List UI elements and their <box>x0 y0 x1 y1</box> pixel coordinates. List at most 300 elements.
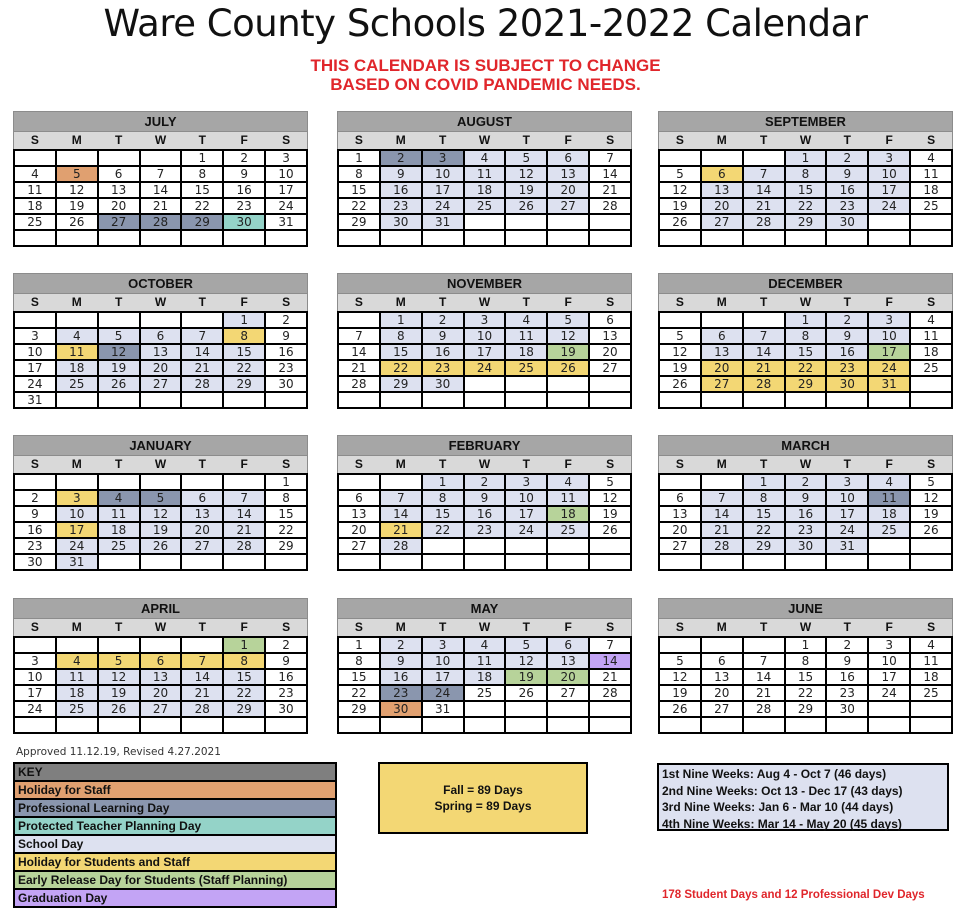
empty-cell <box>338 230 380 246</box>
day-cell: 31 <box>14 392 56 408</box>
empty-cell <box>14 150 56 166</box>
week-row <box>14 685 307 701</box>
day-cell: 25 <box>98 538 140 554</box>
weekday-label: T <box>198 457 207 471</box>
empty-cell <box>98 312 140 328</box>
week-row <box>338 474 631 490</box>
empty-cell <box>659 150 701 166</box>
empty-cell <box>338 312 380 328</box>
day-cell: 25 <box>464 198 506 214</box>
day-cell: 3 <box>868 150 910 166</box>
day-cell: 22 <box>265 522 307 538</box>
day-cell: 22 <box>422 522 464 538</box>
day-cell: 10 <box>14 669 56 685</box>
day-cell: 29 <box>785 214 827 230</box>
day-cell: 13 <box>181 506 223 522</box>
day-cell: 29 <box>223 701 265 717</box>
day-cell: 25 <box>868 522 910 538</box>
empty-cell <box>826 554 868 570</box>
empty-cell <box>422 717 464 733</box>
day-cell: 24 <box>868 198 910 214</box>
month-day-grid <box>658 149 953 247</box>
legend-key <box>13 762 337 908</box>
empty-cell <box>785 554 827 570</box>
weekday-label: S <box>675 133 684 147</box>
day-cell: 5 <box>505 150 547 166</box>
day-cell: 19 <box>659 198 701 214</box>
day-cell: 25 <box>505 360 547 376</box>
empty-cell <box>547 554 589 570</box>
day-cell: 12 <box>505 166 547 182</box>
day-cell: 4 <box>98 490 140 506</box>
week-row <box>14 637 307 653</box>
day-cell: 12 <box>505 653 547 669</box>
weekday-label: S <box>354 457 363 471</box>
day-cell: 31 <box>422 214 464 230</box>
day-cell: 7 <box>140 166 182 182</box>
day-cell: 12 <box>659 669 701 685</box>
day-cell: 6 <box>338 490 380 506</box>
day-cell: 21 <box>743 685 785 701</box>
day-cell: 2 <box>785 474 827 490</box>
day-cell: 21 <box>181 685 223 701</box>
day-cell: 12 <box>140 506 182 522</box>
day-cell: 4 <box>868 474 910 490</box>
day-cell: 23 <box>380 198 422 214</box>
day-cell: 7 <box>181 653 223 669</box>
empty-cell <box>140 637 182 653</box>
day-cell: 10 <box>265 166 307 182</box>
empty-cell <box>56 717 98 733</box>
day-cell: 6 <box>547 637 589 653</box>
empty-cell <box>701 392 743 408</box>
day-cell: 6 <box>701 328 743 344</box>
empty-cell <box>14 230 56 246</box>
weekday-label: S <box>606 457 615 471</box>
approval-note: Approved 11.12.19, Revised 4.27.2021 <box>16 746 221 758</box>
month-april <box>13 598 308 734</box>
empty-cell <box>464 701 506 717</box>
day-cell: 2 <box>826 312 868 328</box>
day-cell: 17 <box>56 522 98 538</box>
empty-cell <box>223 554 265 570</box>
day-cell: 24 <box>868 360 910 376</box>
weekday-label: W <box>799 620 812 634</box>
day-cell: 20 <box>140 685 182 701</box>
day-cell: 29 <box>223 376 265 392</box>
day-cell: 2 <box>265 312 307 328</box>
day-cell: 1 <box>380 312 422 328</box>
day-cell: 26 <box>98 376 140 392</box>
covid-notice <box>0 56 971 94</box>
week-row <box>14 328 307 344</box>
weekday-label: T <box>438 133 447 147</box>
day-cell: 3 <box>56 490 98 506</box>
day-cell: 11 <box>868 490 910 506</box>
day-cell: 14 <box>338 344 380 360</box>
empty-cell <box>659 392 701 408</box>
day-cell: 14 <box>140 182 182 198</box>
day-cell: 3 <box>868 637 910 653</box>
day-cell: 9 <box>380 653 422 669</box>
day-cell: 12 <box>547 328 589 344</box>
fall-days: Fall = 89 Days <box>443 783 523 797</box>
empty-cell <box>380 717 422 733</box>
empty-cell <box>56 392 98 408</box>
legend-graduation-day: Graduation Day <box>15 890 335 906</box>
week-row <box>14 230 307 246</box>
weekday-label: W <box>799 457 812 471</box>
day-cell: 3 <box>14 653 56 669</box>
day-cell: 20 <box>181 522 223 538</box>
day-cell: 7 <box>223 490 265 506</box>
covid-notice-line-1: THIS CALENDAR IS SUBJECT TO CHANGE <box>310 56 661 75</box>
day-cell: 9 <box>265 328 307 344</box>
empty-cell <box>785 717 827 733</box>
week-row <box>659 701 952 717</box>
day-cell: 17 <box>868 182 910 198</box>
empty-cell <box>223 230 265 246</box>
day-cell: 28 <box>701 538 743 554</box>
week-row <box>659 328 952 344</box>
day-cell: 11 <box>56 344 98 360</box>
empty-cell <box>826 392 868 408</box>
day-cell: 1 <box>785 312 827 328</box>
day-cell: 11 <box>910 328 952 344</box>
empty-cell <box>181 637 223 653</box>
month-day-grid <box>13 311 308 409</box>
day-cell: 2 <box>265 637 307 653</box>
weekday-label: M <box>71 295 82 309</box>
empty-cell <box>589 214 631 230</box>
weekday-label: F <box>564 295 572 309</box>
day-cell: 16 <box>464 506 506 522</box>
day-cell: 11 <box>505 328 547 344</box>
week-row <box>659 717 952 733</box>
empty-cell <box>265 230 307 246</box>
day-cell: 27 <box>589 360 631 376</box>
weekday-label: F <box>564 620 572 634</box>
day-cell: 31 <box>868 376 910 392</box>
day-cell: 28 <box>140 214 182 230</box>
weekday-label: T <box>759 620 768 634</box>
week-row <box>14 360 307 376</box>
day-cell: 21 <box>140 198 182 214</box>
day-cell: 1 <box>743 474 785 490</box>
day-cell: 31 <box>56 554 98 570</box>
day-cell: 8 <box>422 490 464 506</box>
day-cell: 8 <box>338 166 380 182</box>
month-day-grid <box>13 473 308 571</box>
day-cell: 22 <box>380 360 422 376</box>
empty-cell <box>785 230 827 246</box>
day-cell: 5 <box>547 312 589 328</box>
month-march <box>658 435 953 571</box>
day-cell: 13 <box>140 669 182 685</box>
weekday-label: S <box>30 620 39 634</box>
day-cell: 11 <box>910 653 952 669</box>
week-row <box>14 653 307 669</box>
day-cell: 12 <box>56 182 98 198</box>
day-cell: 29 <box>338 214 380 230</box>
empty-cell <box>743 392 785 408</box>
weekday-header <box>337 293 632 311</box>
weekday-label: T <box>114 620 123 634</box>
day-cell: 7 <box>743 328 785 344</box>
day-cell: 27 <box>701 214 743 230</box>
day-cell: 23 <box>265 685 307 701</box>
day-cell: 25 <box>547 522 589 538</box>
month-october <box>13 273 308 409</box>
day-cell: 28 <box>589 685 631 701</box>
empty-cell <box>56 637 98 653</box>
day-cell: 7 <box>338 328 380 344</box>
day-cell: 5 <box>98 653 140 669</box>
weekday-header <box>13 618 308 636</box>
week-row <box>659 522 952 538</box>
day-cell: 25 <box>14 214 56 230</box>
day-cell: 20 <box>589 344 631 360</box>
month-day-grid <box>658 473 953 571</box>
legend-early-release-day: Early Release Day for Students (Staff Planning) <box>15 872 335 890</box>
day-cell: 26 <box>659 701 701 717</box>
empty-cell <box>181 312 223 328</box>
month-title: APRIL <box>13 598 308 618</box>
week-row <box>659 669 952 685</box>
day-cell: 3 <box>265 150 307 166</box>
day-cell: 1 <box>422 474 464 490</box>
week-row <box>14 490 307 506</box>
day-cell: 27 <box>547 685 589 701</box>
day-cell: 23 <box>826 198 868 214</box>
week-row <box>338 360 631 376</box>
day-cell: 28 <box>181 376 223 392</box>
day-cell: 30 <box>265 376 307 392</box>
day-cell: 16 <box>380 669 422 685</box>
empty-cell <box>140 150 182 166</box>
day-cell: 12 <box>98 669 140 685</box>
day-cell: 20 <box>140 360 182 376</box>
day-cell: 24 <box>422 198 464 214</box>
week-row <box>659 360 952 376</box>
week-row <box>338 214 631 230</box>
weekday-label: T <box>198 620 207 634</box>
day-cell: 19 <box>505 669 547 685</box>
day-cell: 14 <box>743 344 785 360</box>
day-cell: 20 <box>701 198 743 214</box>
week-row <box>659 166 952 182</box>
day-cell: 2 <box>14 490 56 506</box>
day-cell: 10 <box>868 166 910 182</box>
day-cell: 17 <box>868 669 910 685</box>
day-cell: 26 <box>98 701 140 717</box>
day-cell: 9 <box>785 490 827 506</box>
day-cell: 15 <box>785 669 827 685</box>
weekday-label: T <box>759 133 768 147</box>
week-row <box>659 344 952 360</box>
day-cell: 4 <box>14 166 56 182</box>
day-cell: 30 <box>422 376 464 392</box>
day-cell: 22 <box>785 360 827 376</box>
day-cell: 5 <box>589 474 631 490</box>
weekday-header <box>337 455 632 473</box>
day-cell: 5 <box>659 328 701 344</box>
day-cell: 9 <box>380 166 422 182</box>
week-row <box>338 166 631 182</box>
day-cell: 13 <box>140 344 182 360</box>
day-cell: 15 <box>265 506 307 522</box>
day-cell: 28 <box>743 376 785 392</box>
week-row <box>659 637 952 653</box>
weekday-header <box>13 455 308 473</box>
day-cell: 3 <box>505 474 547 490</box>
day-cell: 14 <box>181 669 223 685</box>
week-row <box>14 344 307 360</box>
day-cell: 24 <box>868 685 910 701</box>
month-day-grid <box>13 149 308 247</box>
weekday-label: T <box>843 620 852 634</box>
empty-cell <box>422 538 464 554</box>
day-cell: 9 <box>826 166 868 182</box>
day-cell: 17 <box>265 182 307 198</box>
week-row <box>14 376 307 392</box>
weekday-label: S <box>675 620 684 634</box>
day-cell: 8 <box>265 490 307 506</box>
day-cell: 18 <box>98 522 140 538</box>
day-cell: 19 <box>659 685 701 701</box>
weekday-label: S <box>282 457 291 471</box>
day-cell: 26 <box>659 214 701 230</box>
day-cell: 3 <box>464 312 506 328</box>
empty-cell <box>464 717 506 733</box>
day-cell: 26 <box>910 522 952 538</box>
month-day-grid <box>337 311 632 409</box>
day-cell: 21 <box>589 182 631 198</box>
day-cell: 28 <box>743 701 785 717</box>
day-cell: 19 <box>56 198 98 214</box>
day-cell: 12 <box>589 490 631 506</box>
month-may <box>337 598 632 734</box>
empty-cell <box>547 214 589 230</box>
weekday-label: M <box>395 620 406 634</box>
day-cell: 30 <box>380 701 422 717</box>
empty-cell <box>56 474 98 490</box>
day-cell: 7 <box>701 490 743 506</box>
day-cell: 23 <box>785 522 827 538</box>
empty-cell <box>743 312 785 328</box>
day-cell: 12 <box>910 490 952 506</box>
day-cell: 20 <box>98 198 140 214</box>
day-cell: 11 <box>14 182 56 198</box>
day-cell: 13 <box>701 669 743 685</box>
day-cell: 7 <box>181 328 223 344</box>
month-title: MARCH <box>658 435 953 455</box>
day-cell: 22 <box>181 198 223 214</box>
month-june <box>658 598 953 734</box>
month-title: AUGUST <box>337 111 632 131</box>
day-cell: 8 <box>785 166 827 182</box>
empty-cell <box>589 230 631 246</box>
day-cell: 3 <box>868 312 910 328</box>
weekday-label: W <box>154 133 167 147</box>
month-title: FEBRUARY <box>337 435 632 455</box>
day-cell: 10 <box>422 653 464 669</box>
empty-cell <box>505 701 547 717</box>
day-cell: 7 <box>380 490 422 506</box>
day-cell: 2 <box>223 150 265 166</box>
weekday-label: T <box>522 295 531 309</box>
empty-cell <box>868 701 910 717</box>
weekday-label: F <box>240 620 248 634</box>
empty-cell <box>380 230 422 246</box>
day-cell: 25 <box>464 685 506 701</box>
day-cell: 14 <box>589 653 631 669</box>
day-cell: 17 <box>464 344 506 360</box>
month-title: SEPTEMBER <box>658 111 953 131</box>
empty-cell <box>98 717 140 733</box>
day-cell: 1 <box>181 150 223 166</box>
day-cell: 2 <box>380 637 422 653</box>
empty-cell <box>743 554 785 570</box>
weekday-header <box>13 131 308 149</box>
day-cell: 11 <box>464 166 506 182</box>
day-cell: 30 <box>223 214 265 230</box>
empty-cell <box>422 392 464 408</box>
day-cell: 27 <box>547 198 589 214</box>
day-cell: 4 <box>547 474 589 490</box>
day-cell: 28 <box>380 538 422 554</box>
day-cell: 1 <box>265 474 307 490</box>
day-cell: 29 <box>743 538 785 554</box>
weekday-label: W <box>478 457 491 471</box>
day-cell: 29 <box>181 214 223 230</box>
day-cell: 13 <box>701 182 743 198</box>
month-day-grid <box>13 636 308 734</box>
week-row <box>14 506 307 522</box>
day-cell: 14 <box>701 506 743 522</box>
day-cell: 4 <box>56 653 98 669</box>
page-title: Ware County Schools 2021-2022 Calendar <box>103 2 868 45</box>
day-cell: 22 <box>338 198 380 214</box>
weekday-label: S <box>282 620 291 634</box>
day-cell: 20 <box>547 182 589 198</box>
day-cell: 15 <box>743 506 785 522</box>
day-cell: 26 <box>56 214 98 230</box>
day-cell: 23 <box>826 360 868 376</box>
day-cell: 5 <box>140 490 182 506</box>
empty-cell <box>265 392 307 408</box>
empty-cell <box>223 474 265 490</box>
day-cell: 31 <box>422 701 464 717</box>
week-row <box>14 522 307 538</box>
empty-cell <box>56 230 98 246</box>
day-cell: 18 <box>547 506 589 522</box>
empty-cell <box>547 717 589 733</box>
day-cell: 28 <box>223 538 265 554</box>
day-cell: 24 <box>505 522 547 538</box>
weekday-label: T <box>114 133 123 147</box>
day-cell: 16 <box>380 182 422 198</box>
weekday-label: M <box>716 457 727 471</box>
empty-cell <box>910 376 952 392</box>
weekday-header <box>337 131 632 149</box>
day-cell: 13 <box>338 506 380 522</box>
empty-cell <box>868 214 910 230</box>
weekday-label: W <box>154 620 167 634</box>
empty-cell <box>223 392 265 408</box>
week-row <box>14 701 307 717</box>
week-row <box>338 506 631 522</box>
